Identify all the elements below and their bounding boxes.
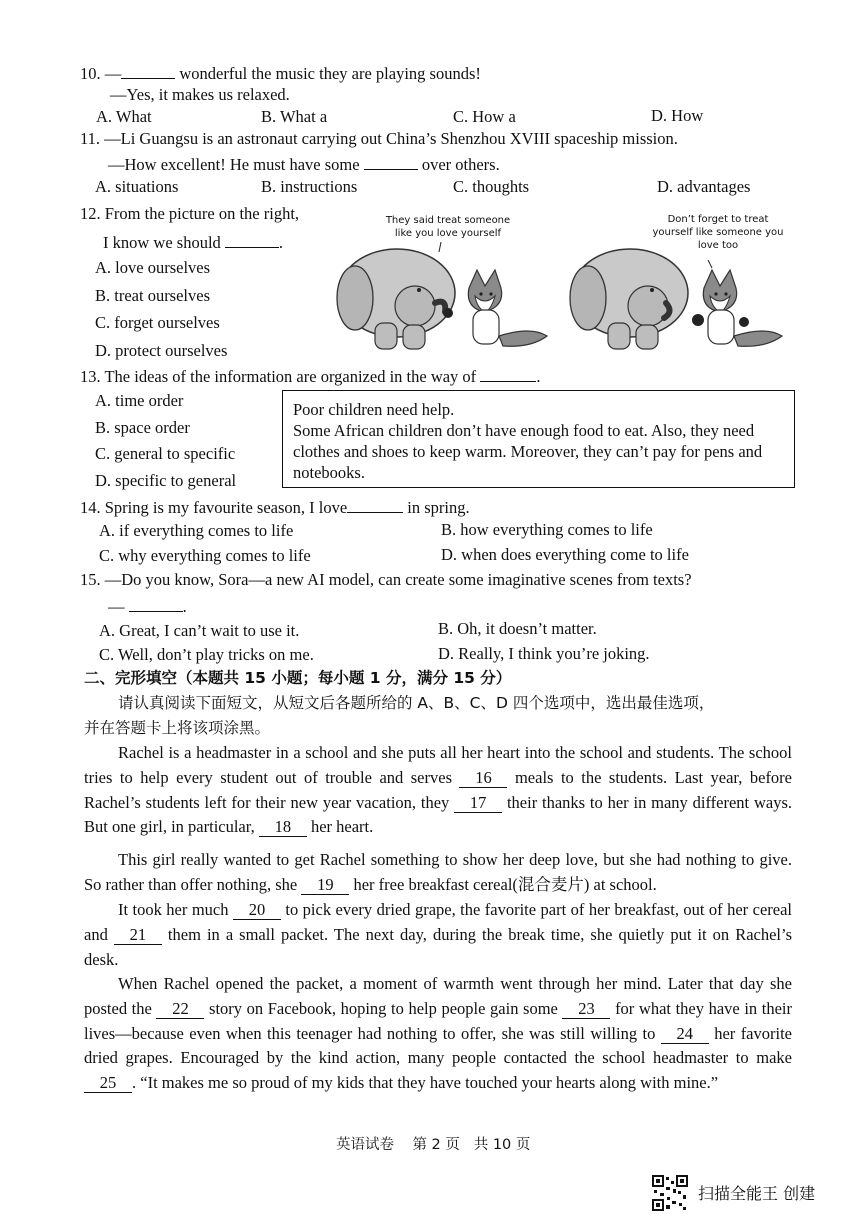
option-c: C. forget ourselves bbox=[95, 313, 220, 332]
cloze-paragraph-1: Rachel is a headmaster in a school and she puts all her heart into the school and students. The school tries to help every student out of trouble and serves 16 meals to the students. Last year, before Rachel’s students left for their new year vacation, they 17 their thanks to her in many different ways. But one girl, in particular, 18 her heart. bbox=[84, 743, 793, 837]
question-11-stem: 11. —Li Guangsu is an astronaut carrying out China’s Shenzhou XVIII spaceship mission. bbox=[80, 129, 678, 148]
cloze-paragraph-2: This girl really wanted to get Rachel something to show her deep love, but she had nothing to give. So rather than offer nothing, she 19 her free breakfast cereal(混合麦片) at school. bbox=[84, 850, 792, 894]
option-b: B. treat ourselves bbox=[95, 286, 211, 305]
option-c: C. general to specific bbox=[95, 444, 236, 463]
option-b: B. instructions bbox=[261, 177, 358, 196]
question-15-stem: 15. —Do you know, Sora—a new AI model, can create some imaginative scenes from texts? bbox=[80, 570, 692, 589]
option-c: C. why everything comes to life bbox=[99, 546, 311, 565]
cloze-paragraph-4: When Rachel opened the packet, a moment of warmth went through her mind. Later that day she posted the 22 story on Facebook, hoping to help people gain some 23 for what they have in their lives—because even when this teenager had nothing to offer, she was still willing to 24 her favorite dried grapes. Encouraged by the kind action, many people contacted the school headmaster to make 25 . “It makes me so proud of my kids that they have touched your hearts along with mine.” bbox=[84, 974, 792, 1093]
box-line-1: Poor children need help. bbox=[293, 400, 455, 419]
comic-panel-2 bbox=[568, 208, 790, 358]
option-b: B. Oh, it doesn’t matter. bbox=[438, 619, 597, 638]
option-a: A. if everything comes to life bbox=[99, 521, 294, 540]
option-d: D. specific to general bbox=[95, 471, 237, 490]
elephant-fox-illustration bbox=[568, 208, 790, 358]
option-b: B. What a bbox=[261, 107, 328, 126]
question-12-stem: 12. From the picture on the right, bbox=[80, 204, 300, 223]
question-11-reply: —How excellent! He must have some over others. bbox=[108, 155, 500, 174]
option-a: A. time order bbox=[95, 391, 184, 410]
option-d: D. advantages bbox=[657, 177, 751, 196]
question-15-reply: — . bbox=[108, 597, 187, 616]
option-c: C. Well, don’t play tricks on me. bbox=[99, 645, 314, 664]
option-a: A. situations bbox=[95, 177, 179, 196]
comic-panel-1 bbox=[335, 208, 555, 358]
watermark-text: 扫描全能王 创建 bbox=[698, 1184, 816, 1203]
question-12-line2: I know we should . bbox=[103, 233, 284, 252]
option-c: C. thoughts bbox=[453, 177, 530, 196]
option-d: D. How bbox=[651, 106, 704, 125]
box-line-2: Some African children don’t have enough food to eat. Also, they need clothes and shoes to keep warm. Moreover, they can’t pay for pens and notebooks. bbox=[293, 421, 763, 482]
option-a: A. What bbox=[96, 107, 152, 126]
speech-text: Don’t forget to treat yourself like someone you love too bbox=[652, 214, 784, 251]
page-footer: 英语试卷 第 2 页 共 10 页 bbox=[336, 1137, 531, 1153]
elephant-fox-illustration bbox=[335, 208, 555, 358]
question-10-stem: 10. — wonderful the music they are playing sounds! bbox=[80, 64, 481, 83]
question-10-reply: —Yes, it makes us relaxed. bbox=[110, 85, 290, 104]
section-instruction: 请认真阅读下面短文，从短文后各题所给的 A、B、C、D 四个选项中，选出最佳选项， bbox=[118, 694, 715, 712]
option-a: A. Great, I can’t wait to use it. bbox=[99, 621, 300, 640]
option-c: C. How a bbox=[453, 107, 516, 126]
option-b: B. space order bbox=[95, 418, 190, 437]
cloze-paragraph-3: It took her much 20 to pick every dried grape, the favorite part of her breakfast, out of her cereal and 21 them in a small packet. The next day, during the break time, she quietly put it on Rachel’s desk. bbox=[84, 900, 793, 969]
option-d: D. Really, I think you’re joking. bbox=[438, 644, 650, 663]
question-14-stem: 14. Spring is my favourite season, I love in spring. bbox=[80, 498, 470, 517]
option-d: D. protect ourselves bbox=[95, 341, 228, 360]
information-box bbox=[282, 390, 795, 488]
option-a: A. love ourselves bbox=[95, 258, 211, 277]
section-instruction-cont: 并在答题卡上将该项涂黑。 bbox=[84, 719, 271, 737]
option-b: B. how everything comes to life bbox=[441, 520, 653, 539]
qr-code-icon bbox=[652, 1175, 688, 1211]
question-13-stem: 13. The ideas of the information are organized in the way of . bbox=[80, 367, 541, 386]
speech-text: They said treat someone like you love yourself bbox=[385, 215, 511, 239]
section-heading: 二、完形填空（本题共 15 小题；每小题 1 分，满分 15 分） bbox=[84, 669, 512, 687]
option-d: D. when does everything come to life bbox=[441, 545, 689, 564]
